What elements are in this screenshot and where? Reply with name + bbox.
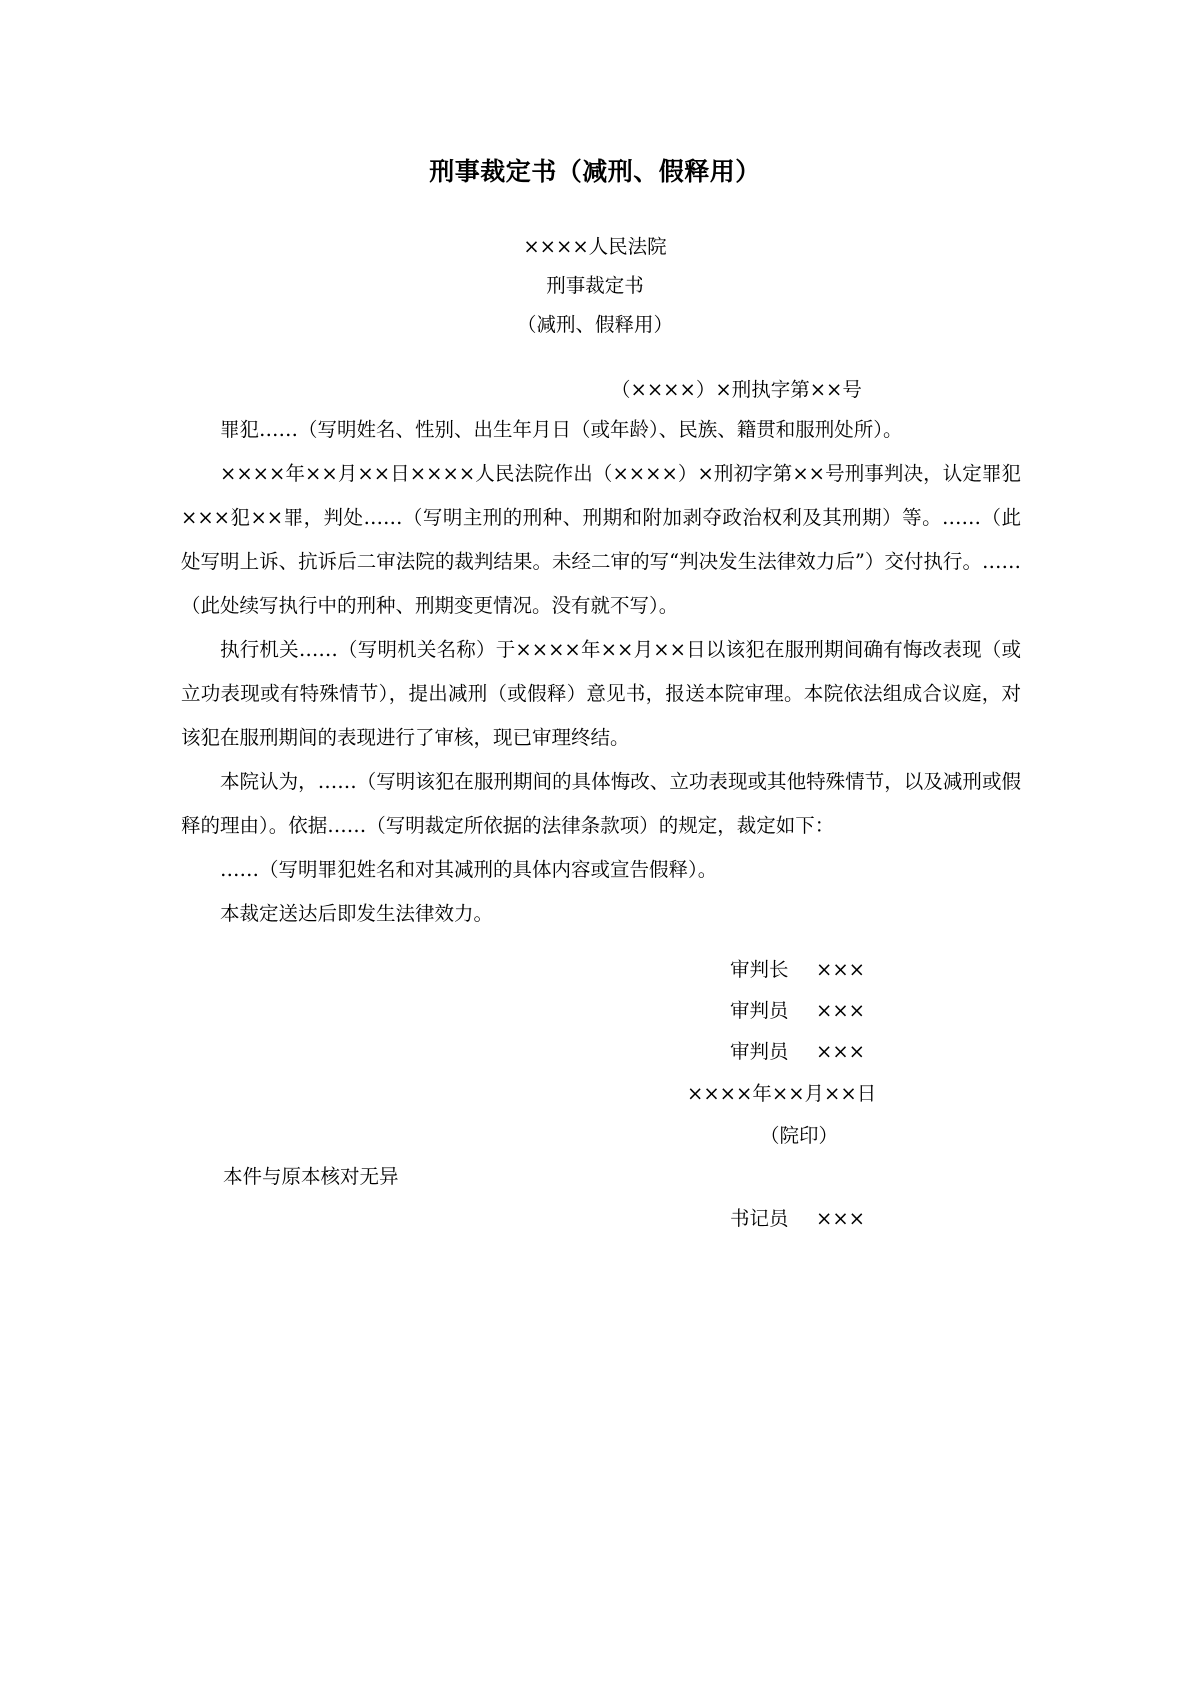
signature-judge-1 [730, 997, 865, 1025]
court-name: ××××人民法院 [523, 235, 667, 258]
signature-role: 审判员 [730, 1040, 789, 1063]
document-type: 刑事裁定书 [546, 274, 644, 297]
signature-name: ××× [816, 999, 866, 1022]
paragraph-judgment: ××××年××月××日××××人民法院作出（××××）×刑初字第××号刑事判决，认定罪犯×××犯××罪，判处……（写明主刑的刑种、刑期和附加剥夺政治权利及其刑期）等。……（此处写明上诉、抗诉后二审法院的裁判结果。未经二审的写“判决发生法律效力后”）交付执行。……（此处续写执行中的刑种、刑期变更情况。没有就不写）。 [181, 462, 1021, 617]
ruling-date: ××××年××月××日 [687, 1082, 877, 1105]
signature-name: ××× [816, 958, 866, 981]
signature-role: 书记员 [730, 1207, 789, 1230]
signature-name: ××× [816, 1207, 866, 1230]
signature-role: 审判员 [730, 999, 789, 1022]
signature-presiding-judge [730, 956, 865, 984]
document-number: （××××）×刑执字第××号 [611, 378, 862, 401]
paragraph-defendant: 罪犯……（写明姓名、性别、出生年月日（或年龄）、民族、籍贯和服刑处所）。 [220, 418, 903, 441]
verification-note: 本件与原本核对无异 [223, 1165, 399, 1188]
document-subtype: （减刑、假释用） [516, 313, 673, 336]
paragraph-effect: 本裁定送达后即发生法律效力。 [220, 902, 494, 925]
paragraph-reasoning: 本院认为，……（写明该犯在服刑期间的具体悔改、立功表现或其他特殊情节，以及减刑或假释的理由）。依据……（写明裁定所依据的法律条款项）的规定，裁定如下： [181, 770, 1021, 837]
signature-clerk [730, 1205, 865, 1233]
paragraph-execution: 执行机关……（写明机关名称）于××××年××月××日以该犯在服刑期间确有悔改表现（或立功表现或有特殊情节），提出减刑（或假释）意见书，报送本院审理。本院依法组成合议庭，对该犯在服刑期间的表现进行了审核，现已审理终结。 [181, 638, 1021, 749]
signature-judge-2 [730, 1038, 865, 1066]
document-title: 刑事裁定书（减刑、假释用） [429, 157, 761, 186]
signature-role: 审判长 [730, 958, 789, 981]
signature-name: ××× [816, 1040, 866, 1063]
document-body [181, 408, 1021, 936]
paragraph-ruling: ……（写明罪犯姓名和对其减刑的具体内容或宣告假释）。 [220, 858, 718, 881]
court-seal: （院印） [760, 1124, 839, 1147]
